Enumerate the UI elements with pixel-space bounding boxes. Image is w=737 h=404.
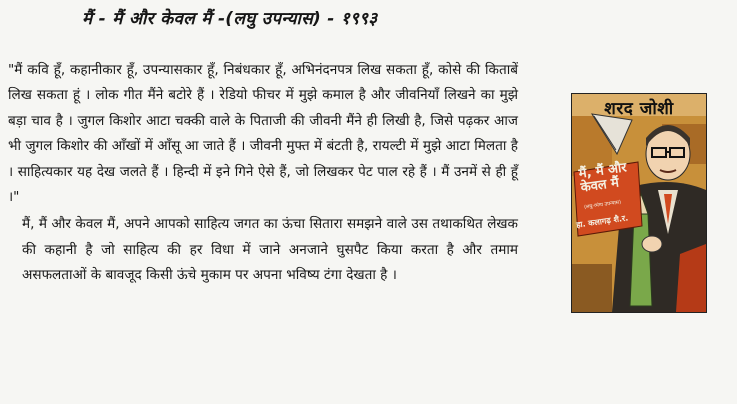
cover-title: मैं, मैं और केवल मैं xyxy=(577,160,628,196)
body-text xyxy=(8,58,518,289)
page-heading: मैं - मैं और केवल मैं -(लघु उपन्यास) - १९९३ xyxy=(82,9,378,29)
cover-author: शरद जोशी xyxy=(604,99,674,119)
cover-subtitle: (लघु-व्यंग्य उपन्यास) xyxy=(583,199,622,211)
book-cover-image xyxy=(571,93,707,313)
description-paragraph: मैं, मैं और केवल मैं, अपने आपको साहित्य जगत का ऊंचा सितारा समझने वाले उस तथाकथित लेखक की कहानी है जो साहित्य की हर विधा में जाने अनजाने घुसपैट किया करता है और तमाम असफलताओं के बावजूद किसी ऊंचे मुकाम पर अपना भविष्य टंगा देखता है । xyxy=(22,216,518,284)
cover-publisher: हा. कलागढ़ शै.र. xyxy=(575,213,629,230)
quote-paragraph: "मैं कवि हूँ, कहानीकार हूँ, उपन्यासकार हूँ, निबंधकार हूँ, अभिनंदनपत्र लिख सकता हूँ, कोसे की किताबें लिख सकता हूं । लोक गीत मैंने बटोरे हैं । रेडियो फीचर में मुझे कमाल है और जीवनियाँ लिखने का मुझे बड़ा चाव है । जुगल किशोर आटा चक्की वाले के पिताजी की जीवनी मैंने ही लिखी है, जिसे पढ़कर आज भी जुगल किशोर की आँखों में आँसू आ जाते हैं । जीवनी मुफ्त में बंटती है, रायल्टी में मुझे आटा मिलता है । साहित्यकार यह देख जलते हैं । हिन्दी में इने गिने ऐसे हैं, जो लिखकर पेट पाल रहे हैं । मैं उनमें से ही हूँ ।" xyxy=(8,62,518,206)
